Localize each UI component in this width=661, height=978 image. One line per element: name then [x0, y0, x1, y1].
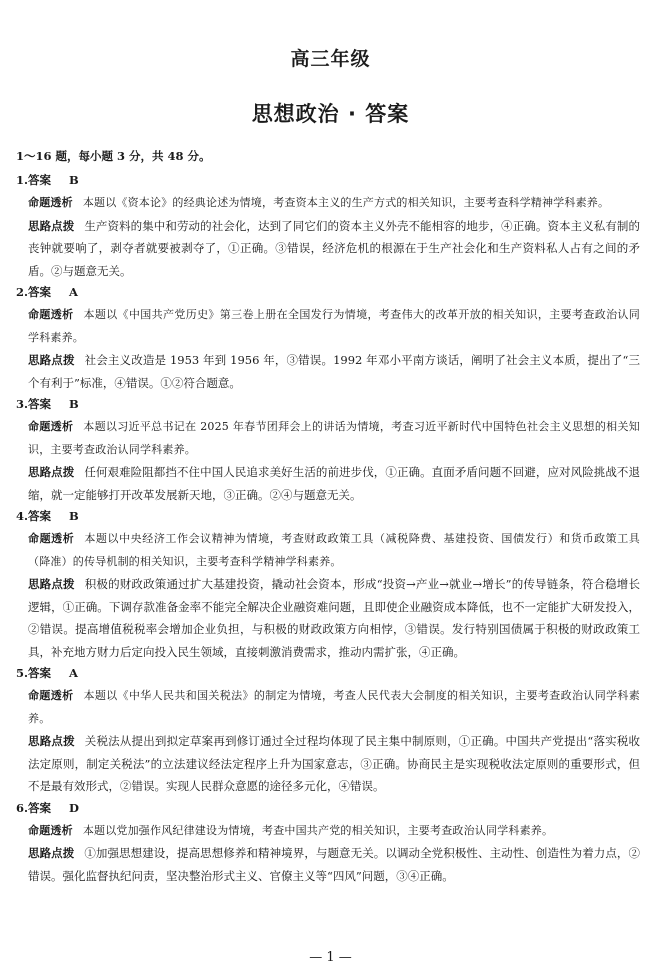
ideas-paragraph [16, 349, 640, 394]
analysis-text: 本题以习近平总书记在 2025 年春节团拜会上的讲话为情境，考查习近平新时代中国特色社会主义思想的相关知识，主要考查政治认同学科素养。 [28, 420, 640, 456]
answer-label: 答案 [28, 666, 52, 680]
analysis-paragraph [16, 304, 640, 349]
analysis-text: 本题以党加强作风纪律建设为情境，考查中国共产党的相关知识，主要考查政治认同学科素养。 [82, 823, 554, 837]
analysis-paragraph [16, 416, 640, 461]
question-header [16, 170, 640, 192]
analysis-label: 命题透析 [28, 420, 74, 433]
question-item [16, 663, 640, 798]
ideas-paragraph [16, 730, 640, 798]
question-item [16, 394, 640, 506]
ideas-paragraph [16, 573, 640, 663]
ideas-text: 任何艰难险阻都挡不住中国人民追求美好生活的前进步伐，①正确。直面矛盾问题不回避，应对风险挑战不退缩，就一定能够打开改革发展新天地，③正确。②④与题意无关。 [28, 465, 641, 502]
page-number: — 1 — [309, 950, 352, 965]
answer-choice: B [69, 509, 79, 523]
answer-choice: D [69, 800, 79, 815]
ideas-label: 思路点拨 [28, 734, 75, 748]
ideas-text: 关税法从提出到拟定草案再到修订通过全过程均体现了民主集中制原则，①正确。中国共产党提出“落实税收法定原则，制定关税法”的立法建议经法定程序上升为国家意志，③正确。协商民主是实现税收法定原则的重要形式，但不是最有效形式，②错误。实现人民群众意愿的途径多元化，④错误。 [28, 734, 641, 793]
analysis-text: 本题以《中华人民共和国关税法》的制定为情境，考查人民代表大会制度的相关知识，主要考查政治认同学科素养。 [28, 689, 640, 725]
analysis-paragraph [16, 820, 640, 843]
ideas-label: 思路点拨 [28, 465, 75, 479]
analysis-label: 命题透析 [28, 689, 74, 702]
answer-body [16, 146, 640, 887]
question-item [16, 170, 640, 282]
question-list [16, 170, 640, 887]
question-number: 2. [16, 285, 29, 299]
question-number: 4. [16, 509, 29, 523]
analysis-label: 命题透析 [28, 196, 73, 209]
analysis-paragraph [16, 685, 640, 730]
analysis-label: 命题透析 [28, 532, 75, 545]
question-header [16, 506, 640, 528]
answer-choice: A [69, 666, 78, 680]
answer-choice: B [69, 397, 79, 411]
subject-title: 思想政治 · 答案 [251, 102, 410, 126]
question-number: 1. [16, 173, 29, 187]
question-number: 6. [16, 800, 29, 815]
analysis-paragraph [16, 528, 640, 573]
answer-choice: B [69, 173, 79, 187]
question-item [16, 798, 640, 888]
ideas-label: 思路点拨 [28, 846, 75, 860]
question-item [16, 282, 640, 394]
ideas-label: 思路点拨 [28, 353, 75, 367]
answer-label: 答案 [28, 397, 52, 411]
question-header [16, 282, 640, 304]
question-number: 5. [16, 666, 29, 680]
ideas-text: 生产资料的集中和劳动的社会化，达到了同它们的资本主义外壳不能相容的地步，④正确。资本主义私有制的丧钟就要响了，剥夺者就要被剥夺了，①正确。③错误，经济危机的根源在于生产社会化和生产资料私人占有之间的矛盾。②与题意无关。 [28, 218, 641, 278]
ideas-text: ①加强思想建设，提高思想修养和精神境界，与题意无关。以调动全党积极性、主动性、创造性为着力点，②错误。强化监督执纪问责，坚决整治形式主义、官僚主义等“四风”问题，③④正确。 [28, 846, 641, 883]
answer-label: 答案 [28, 173, 52, 187]
question-header [16, 394, 640, 416]
ideas-paragraph [16, 842, 640, 887]
ideas-paragraph [16, 215, 640, 283]
answer-label: 答案 [28, 285, 52, 299]
section-intro: 1～16 题，每小题 3 分，共 48 分。 [16, 149, 211, 163]
question-item [16, 506, 640, 663]
answer-label: 答案 [28, 800, 52, 815]
analysis-text: 本题以《中国共产党历史》第三卷上册在全国发行为情境，考查伟大的改革开放的相关知识，主要考查政治认同学科素养。 [28, 308, 640, 344]
analysis-label: 命题透析 [28, 823, 73, 837]
answer-choice: A [69, 285, 78, 299]
question-header [16, 798, 640, 820]
question-header [16, 663, 640, 685]
ideas-paragraph [16, 461, 640, 506]
ideas-label: 思路点拨 [28, 218, 75, 233]
analysis-label: 命题透析 [28, 308, 74, 321]
analysis-paragraph [16, 192, 640, 215]
grade-title: 高三年级 [290, 48, 371, 70]
analysis-text: 本题以《资本论》的经典论述为情境，考查资本主义的生产方式的相关知识，主要考查科学精神学科素养。 [82, 196, 610, 209]
ideas-text: 积极的财政政策通过扩大基建投资，撬动社会资本，形成“投资→产业→就业→增长”的传导链条，符合稳增长逻辑，①正确。下调存款准备金率不能完全解决企业融资难问题，且即使企业融资成本降低，也不一定能扩大研发投入，②错误。提高增值税税率会增加企业负担，与积极的财政政策方向相悖，③错误。发行特别国债属于积极的财政政策工具，补充地方财力后定向投入民生领域，直接刺激消费需求，推动内需扩张，④正确。 [28, 577, 640, 659]
ideas-text: 社会主义改造是 1953 年到 1956 年，③错误。1992 年邓小平南方谈话，阐明了社会主义本质，提出了“三个有利于”标准，④错误。①②符合题意。 [28, 353, 641, 390]
analysis-text: 本题以中央经济工作会议精神为情境，考查财政政策工具（减税降费、基建投资、国债发行）和货币政策工具（降准）的传导机制的相关知识，主要考查科学精神学科素养。 [28, 532, 640, 568]
ideas-label: 思路点拨 [28, 577, 75, 591]
question-number: 3. [16, 397, 29, 411]
answer-label: 答案 [28, 509, 52, 523]
